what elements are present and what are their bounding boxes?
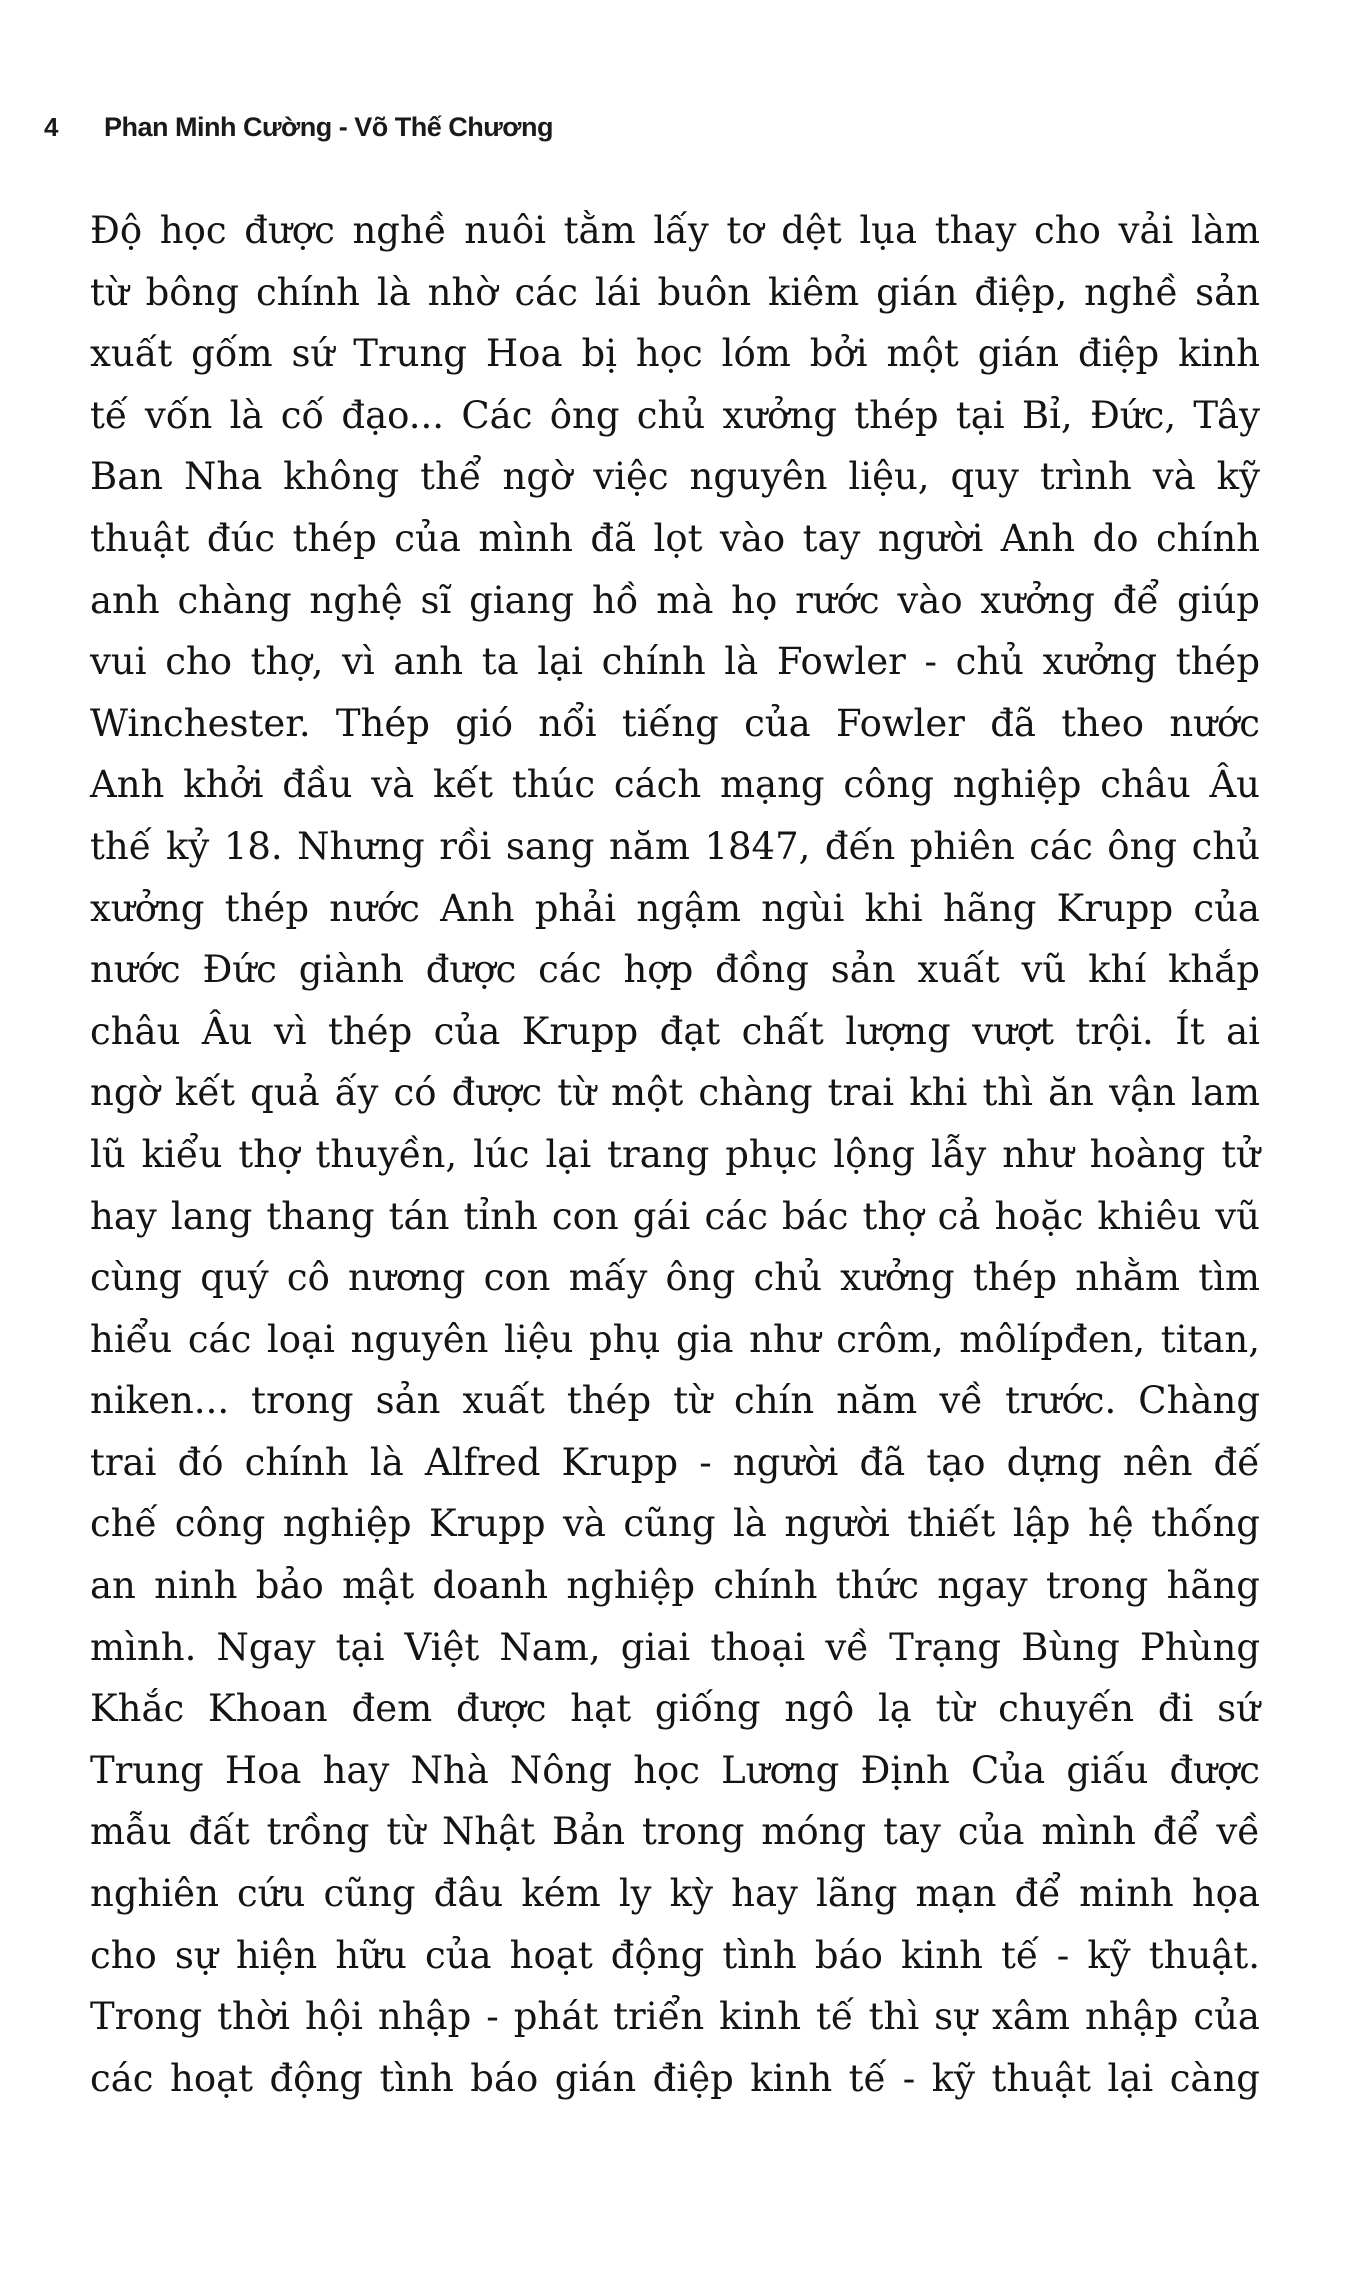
- text-line: các hoạt động tình báo gián điệp kinh tế - kỹ thuật lại càng: [90, 2056, 1260, 2100]
- text-line: nghiên cứu cũng đâu kém ly kỳ hay lãng mạn để minh họa: [90, 1872, 1260, 1916]
- text-line: Winchester. Thép gió nổi tiếng của Fowler đã theo nước: [90, 701, 1260, 745]
- text-line: Độ học được nghề nuôi tằm lấy tơ dệt lụa thay cho vải làm: [90, 209, 1260, 252]
- text-line: tế vốn là cố đạo... Các ông chủ xưởng thép tại Bỉ, Đức, Tây: [90, 393, 1260, 437]
- text-line: ngờ kết quả ấy có được từ một chàng trai khi thì ăn vận lam: [90, 1071, 1260, 1115]
- text-line: hay lang thang tán tỉnh con gái các bác thợ cả hoặc khiêu vũ: [90, 1194, 1260, 1238]
- body-paragraph: [90, 200, 1260, 2109]
- text-line: hiểu các loại nguyên liệu phụ gia như crôm, môlípđen, titan,: [90, 1317, 1260, 1361]
- text-line: Ban Nha không thể ngờ việc nguyên liệu, quy trình và kỹ: [90, 455, 1260, 499]
- text-line: từ bông chính là nhờ các lái buôn kiêm gián điệp, nghề sản: [90, 270, 1260, 314]
- book-authors: Phan Minh Cường - Võ Thế Chương: [104, 112, 553, 142]
- text-line: Trung Hoa hay Nhà Nông học Lương Định Của giấu được: [90, 1748, 1260, 1792]
- text-line: niken... trong sản xuất thép từ chín năm về trước. Chàng: [90, 1379, 1260, 1423]
- text-line: mình. Ngay tại Việt Nam, giai thoại về Trạng Bùng Phùng: [90, 1625, 1260, 1669]
- text-line: châu Âu vì thép của Krupp đạt chất lượng vượt trội. Ít ai: [90, 1009, 1260, 1053]
- text-line: cùng quý cô nương con mấy ông chủ xưởng thép nhằm tìm: [90, 1256, 1260, 1300]
- text-line: cho sự hiện hữu của hoạt động tình báo kinh tế - kỹ thuật.: [90, 1933, 1260, 1977]
- text-line: Trong thời hội nhập - phát triển kinh tế thì sự xâm nhập của: [90, 1995, 1260, 2039]
- text-line: xưởng thép nước Anh phải ngậm ngùi khi hãng Krupp của: [90, 886, 1260, 930]
- text-line: thế kỷ 18. Nhưng rồi sang năm 1847, đến phiên các ông chủ: [90, 824, 1260, 868]
- text-line: xuất gốm sứ Trung Hoa bị học lóm bởi một gián điệp kinh: [90, 332, 1260, 376]
- text-line: mẫu đất trồng từ Nhật Bản trong móng tay của mình để về: [90, 1810, 1260, 1854]
- text-line: lũ kiểu thợ thuyền, lúc lại trang phục lộng lẫy như hoàng tử: [90, 1132, 1260, 1176]
- page-number: 4: [44, 112, 59, 142]
- text-line: vui cho thợ, vì anh ta lại chính là Fowler - chủ xưởng thép: [90, 640, 1260, 684]
- text-line: thuật đúc thép của mình đã lọt vào tay người Anh do chính: [90, 516, 1260, 560]
- text-line: trai đó chính là Alfred Krupp - người đã tạo dựng nên đế: [90, 1440, 1260, 1484]
- text-line: chế công nghiệp Krupp và cũng là người thiết lập hệ thống: [90, 1502, 1260, 1546]
- text-line: nước Đức giành được các hợp đồng sản xuất vũ khí khắp: [90, 948, 1260, 992]
- running-header: [44, 112, 553, 152]
- text-line: an ninh bảo mật doanh nghiệp chính thức ngay trong hãng: [90, 1564, 1260, 1608]
- text-line: anh chàng nghệ sĩ giang hồ mà họ rước vào xưởng để giúp: [90, 578, 1260, 622]
- text-line: Anh khởi đầu và kết thúc cách mạng công nghiệp châu Âu: [90, 763, 1260, 807]
- text-line: Khắc Khoan đem được hạt giống ngô lạ từ chuyến đi sứ: [90, 1687, 1260, 1731]
